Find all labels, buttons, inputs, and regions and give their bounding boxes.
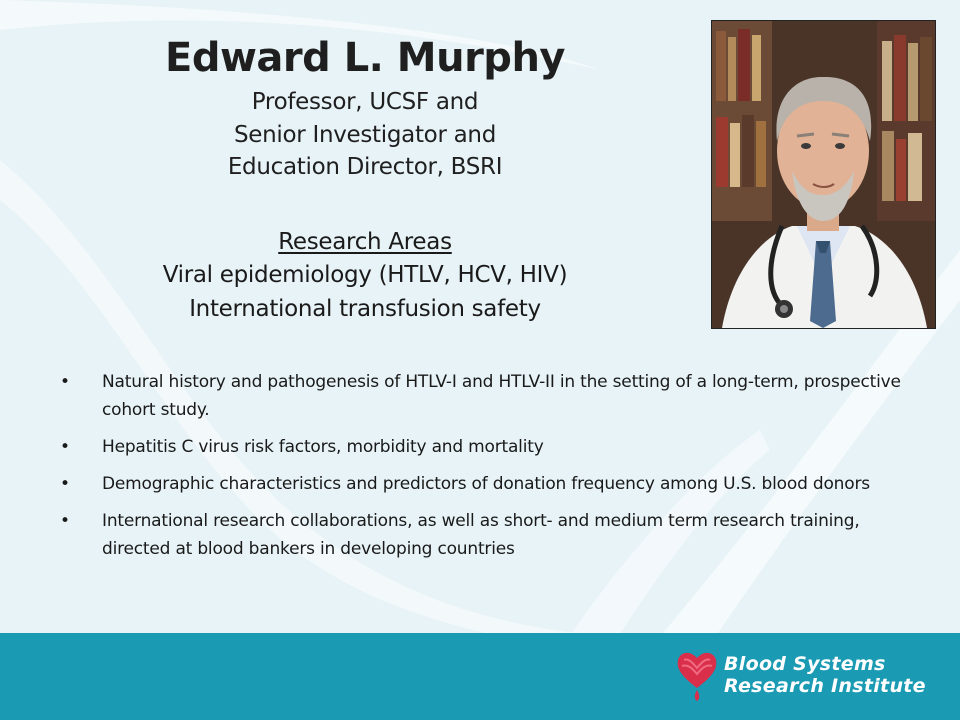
portrait-photo (711, 20, 936, 329)
bullet-icon: • (60, 474, 70, 494)
bullet-text: Hepatitis C virus risk factors, morbidity and mortality (102, 437, 544, 457)
list-item (54, 507, 914, 563)
bullet-icon: • (60, 511, 70, 531)
bullet-icon: • (60, 437, 70, 457)
logo-line-1: Blood Systems (724, 653, 886, 675)
research-area-item: International transfusion safety (189, 296, 541, 323)
person-header (110, 34, 620, 184)
research-areas (110, 226, 620, 326)
research-bullet-list (54, 368, 914, 572)
list-item (54, 368, 914, 424)
logo-line-2: Research Institute (724, 675, 926, 697)
list-item (54, 470, 914, 498)
bullet-icon: • (60, 372, 70, 392)
person-title-line: Professor, UCSF and (251, 89, 479, 115)
list-item (54, 433, 914, 461)
bullet-text: Demographic characteristics and predictors of donation frequency among U.S. blood donors (102, 474, 870, 494)
bullet-text: International research collaborations, as well as short- and medium term research training, directed at blood bankers in developing countries (102, 511, 860, 559)
person-name: Edward L. Murphy (165, 35, 565, 81)
person-titles (110, 86, 620, 184)
heart-drop-logo-icon (676, 648, 718, 702)
person-title-line: Senior Investigator and (234, 121, 496, 148)
bullet-text: Natural history and pathogenesis of HTLV-I and HTLV-II in the setting of a long-term, prospective cohort study. (102, 372, 901, 420)
research-heading: Research Areas (278, 229, 452, 255)
research-area-item: Viral epidemiology (HTLV, HCV, HIV) (162, 262, 568, 289)
person-title-line: Education Director, BSRI (227, 154, 503, 181)
institute-logo (724, 653, 926, 697)
